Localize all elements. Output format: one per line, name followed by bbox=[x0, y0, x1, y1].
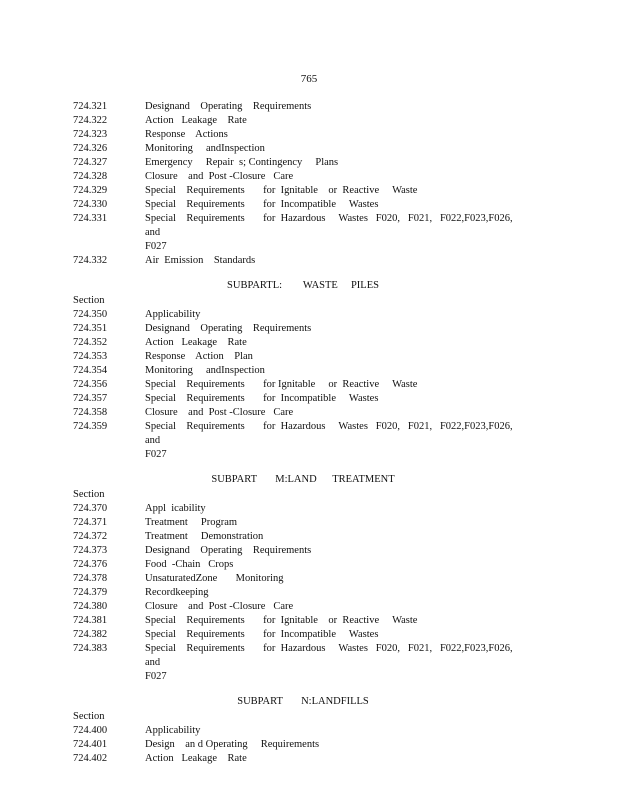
section-number: 724.351 bbox=[73, 323, 108, 334]
contents-entry bbox=[73, 628, 533, 642]
section-number: 724.380 bbox=[73, 601, 108, 612]
contents-entry bbox=[73, 558, 533, 572]
section-number: 724.322 bbox=[73, 115, 108, 126]
contents-entry bbox=[73, 502, 533, 516]
contents-entry bbox=[73, 572, 533, 586]
section-title: Special Requirements for Hazardous Wastes F020, F021, F022,F023,F026, and F027 bbox=[145, 213, 513, 252]
section-number: 724.378 bbox=[73, 573, 108, 584]
section-number: 724.356 bbox=[73, 379, 108, 390]
section-number: 724.381 bbox=[73, 615, 108, 626]
section-number: 724.373 bbox=[73, 545, 108, 556]
section-number: 724.382 bbox=[73, 629, 108, 640]
section-title: Air Emission Standards bbox=[145, 255, 256, 266]
section-number: 724.357 bbox=[73, 393, 108, 404]
contents-entry bbox=[73, 614, 533, 628]
section-label: Section bbox=[73, 295, 105, 306]
contents-entry bbox=[73, 738, 533, 752]
subpart-heading: SUBPART N:LANDFILLS bbox=[237, 696, 369, 707]
contents-entry bbox=[73, 254, 533, 268]
section-number: 724.329 bbox=[73, 185, 108, 196]
section-title: Special Requirements for Hazardous Wastes F020, F021, F022,F023,F026, and F027 bbox=[145, 643, 513, 682]
section-number: 724.402 bbox=[73, 753, 108, 764]
section-title: Action Leakage Rate bbox=[145, 337, 247, 348]
contents-entry bbox=[73, 544, 533, 558]
section-title: Response Actions bbox=[145, 129, 228, 140]
section-number: 724.358 bbox=[73, 407, 108, 418]
contents-entry bbox=[73, 170, 533, 184]
section-number: 724.401 bbox=[73, 739, 108, 750]
section-title: Treatment Program bbox=[145, 517, 238, 528]
section-title: Applicability bbox=[145, 725, 201, 736]
contents-entry bbox=[73, 198, 533, 212]
contents-entry bbox=[73, 752, 533, 766]
section-title: Designand Operating Requirements bbox=[145, 323, 312, 334]
contents-entry bbox=[73, 600, 533, 614]
contents-entry bbox=[73, 406, 533, 420]
section-title: Closure and Post -Closure Care bbox=[145, 171, 294, 182]
section-number: 724.353 bbox=[73, 351, 108, 362]
subpart-heading: SUBPART M:LAND TREATMENT bbox=[211, 474, 395, 485]
contents-entry bbox=[73, 156, 533, 170]
section-title: Designand Operating Requirements bbox=[145, 101, 312, 112]
section-number: 724.323 bbox=[73, 129, 108, 140]
contents-entry bbox=[73, 322, 533, 336]
section-title: Designand Operating Requirements bbox=[145, 545, 312, 556]
section-number: 724.330 bbox=[73, 199, 108, 210]
contents-entry bbox=[73, 350, 533, 364]
section-label: Section bbox=[73, 489, 105, 500]
section-number: 724.371 bbox=[73, 517, 108, 528]
subpart-heading: SUBPARTL: WASTE PILES bbox=[227, 280, 379, 291]
section-title: Monitoring andInspection bbox=[145, 365, 265, 376]
contents-entry bbox=[73, 392, 533, 406]
contents-entry bbox=[73, 336, 533, 350]
section-number: 724.326 bbox=[73, 143, 108, 154]
contents-entry bbox=[73, 128, 533, 142]
section-number: 724.327 bbox=[73, 157, 108, 168]
contents-entry bbox=[73, 100, 533, 114]
contents-entry bbox=[73, 308, 533, 322]
section-title: Applicability bbox=[145, 309, 201, 320]
contents-block bbox=[73, 279, 533, 462]
contents-entry bbox=[73, 212, 533, 254]
section-title: Treatment Demonstration bbox=[145, 531, 264, 542]
section-number: 724.354 bbox=[73, 365, 108, 376]
section-number: 724.321 bbox=[73, 101, 108, 112]
section-title: Monitoring andInspection bbox=[145, 143, 265, 154]
section-title: Food -Chain Crops bbox=[145, 559, 234, 570]
section-number: 724.359 bbox=[73, 421, 108, 432]
section-number: 724.352 bbox=[73, 337, 108, 348]
table-of-contents bbox=[73, 100, 533, 766]
section-number: 724.376 bbox=[73, 559, 108, 570]
section-title: Special Requirements for Incompatible Wastes bbox=[145, 393, 379, 404]
section-title: Special Requirements for Incompatible Wastes bbox=[145, 199, 379, 210]
contents-block bbox=[73, 100, 533, 268]
contents-entry bbox=[73, 364, 533, 378]
section-number: 724.383 bbox=[73, 643, 108, 654]
section-title: Special Requirements for Incompatible Wastes bbox=[145, 629, 379, 640]
section-number: 724.350 bbox=[73, 309, 108, 320]
section-title: Special Requirements for Hazardous Wastes F020, F021, F022,F023,F026, and F027 bbox=[145, 421, 513, 460]
contents-entry bbox=[73, 114, 533, 128]
contents-entry bbox=[73, 724, 533, 738]
contents-entry bbox=[73, 586, 533, 600]
section-title: UnsaturatedZone Monitoring bbox=[145, 573, 284, 584]
section-title: Emergency Repair s; Contingency Plans bbox=[145, 157, 339, 168]
section-title: Response Action Plan bbox=[145, 351, 253, 362]
page-number: 765 bbox=[300, 73, 318, 85]
section-label: Section bbox=[73, 711, 105, 722]
section-title: Action Leakage Rate bbox=[145, 115, 247, 126]
contents-entry bbox=[73, 420, 533, 462]
section-number: 724.370 bbox=[73, 503, 108, 514]
section-title: Special Requirements for Ignitable or Reactive Waste bbox=[145, 185, 418, 196]
section-title: Action Leakage Rate bbox=[145, 753, 247, 764]
section-number: 724.372 bbox=[73, 531, 108, 542]
contents-entry bbox=[73, 516, 533, 530]
section-title: Design an d Operating Requirements bbox=[145, 739, 320, 750]
section-number: 724.379 bbox=[73, 587, 108, 598]
contents-entry bbox=[73, 378, 533, 392]
contents-entry bbox=[73, 530, 533, 544]
contents-entry bbox=[73, 184, 533, 198]
contents-block bbox=[73, 473, 533, 684]
section-title: Closure and Post -Closure Care bbox=[145, 407, 294, 418]
section-number: 724.400 bbox=[73, 725, 108, 736]
section-title: Closure and Post -Closure Care bbox=[145, 601, 294, 612]
section-number: 724.328 bbox=[73, 171, 108, 182]
section-number: 724.331 bbox=[73, 213, 108, 224]
section-title: Appl icability bbox=[145, 503, 206, 514]
section-title: Special Requirements for Ignitable or Reactive Waste bbox=[145, 615, 418, 626]
section-number: 724.332 bbox=[73, 255, 108, 266]
section-title: Recordkeeping bbox=[145, 587, 209, 598]
section-title: Special Requirements for Ignitable or Reactive Waste bbox=[145, 379, 418, 390]
contents-entry bbox=[73, 642, 533, 684]
contents-block bbox=[73, 695, 533, 766]
contents-entry bbox=[73, 142, 533, 156]
